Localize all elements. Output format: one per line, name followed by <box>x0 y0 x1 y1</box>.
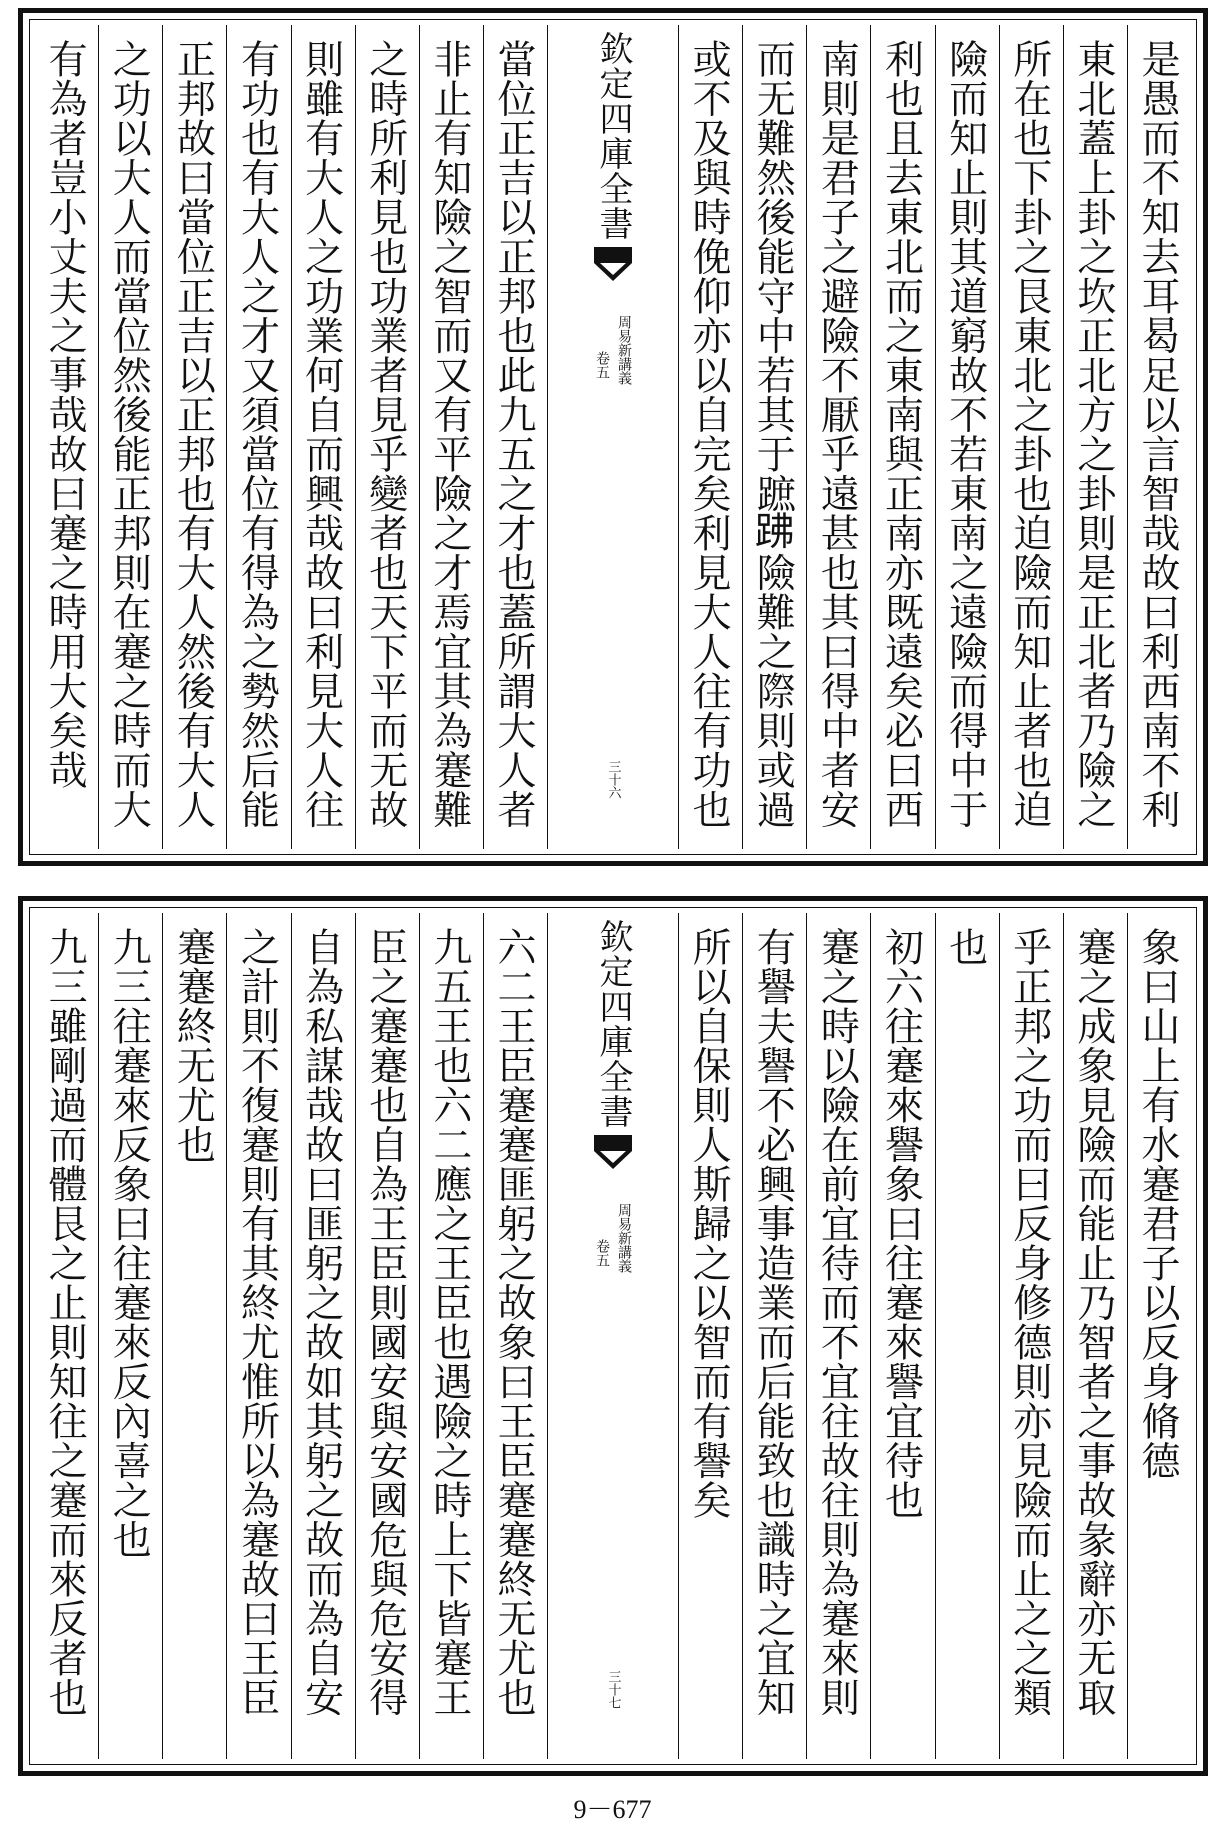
juan-number: 卷五 <box>594 1239 610 1267</box>
text-column: 九三雖剛過而體艮之止則知往之蹇而來反者也 <box>42 927 88 1717</box>
book-series-title: 欽定四庫全書 <box>593 31 633 241</box>
book-title-block <box>593 315 633 385</box>
text-column: 自為私謀哉故曰匪躬之故如其躬之故而為自安 <box>291 913 355 1759</box>
text-column: 象曰山上有水蹇君子以反身脩德 <box>1127 913 1191 1759</box>
text-column: 蹇之成象見險而能止乃智者之事故彖辭亦无取 <box>1063 913 1127 1759</box>
juan-number: 卷五 <box>594 351 610 379</box>
text-column: 非止有知險之智而又有平險之才焉宜其為蹇難 <box>419 25 483 849</box>
text-column: 九三往蹇來反象曰往蹇來反內喜之也 <box>98 913 162 1759</box>
book-title: 周易新講義 <box>616 315 632 385</box>
book-title: 周易新講義 <box>616 1203 632 1273</box>
center-margin <box>547 25 678 849</box>
text-column: 則雖有大人之功業何自而興哉故曰利見大人往 <box>291 25 355 849</box>
center-margin <box>547 913 678 1759</box>
folio-number: 三十六 <box>605 760 621 799</box>
text-column: 臣之蹇蹇也自為王臣則國安與安國危與危安得 <box>355 913 419 1759</box>
text-column: 九五王也六二應之王臣也遇險之時上下皆蹇王 <box>419 913 483 1759</box>
text-column: 之功以大人而當位然後能正邦則在蹇之時而大 <box>98 25 162 849</box>
text-column: 利也且去東北而之東南與正南亦既遠矣必曰西 <box>870 25 934 849</box>
text-column: 初六往蹇來譽象曰往蹇來譽宜待也 <box>870 913 934 1759</box>
text-column: 是愚而不知去耳曷足以言智哉故曰利西南不利 <box>1127 25 1191 849</box>
text-column: 所以自保則人斯歸之以智而有譽矣 <box>678 913 742 1759</box>
text-column: 有譽夫譽不必興事造業而后能致也識時之宜知 <box>742 913 806 1759</box>
text-column: 有為者豈小丈夫之事哉故曰蹇之時用大矣哉 <box>42 39 88 790</box>
text-column: 所在也下卦之艮東北之卦也迫險而知止者也迫 <box>999 25 1063 849</box>
text-column: 之計則不復蹇則有其終尤惟所以為蹇故曰王臣 <box>226 913 290 1759</box>
fishtail-mark-icon <box>594 247 632 281</box>
text-column: 東北蓋上卦之坎正北方之卦則是正北者乃險之 <box>1063 25 1127 849</box>
text-column: 或不及與時俛仰亦以自完矣利見大人往有功也 <box>678 25 742 849</box>
page-number: 9－677 <box>573 1795 652 1824</box>
text-column: 有功也有大人之才又須當位有得為之勢然后能 <box>226 25 290 849</box>
text-column: 之時所利見也功業者見乎變者也天下平而无故 <box>355 25 419 849</box>
top-page <box>18 8 1208 866</box>
text-column: 蹇蹇終无尤也 <box>162 913 226 1759</box>
text-column: 蹇之時以險在前宜待而不宜往故往則為蹇來則 <box>806 913 870 1759</box>
book-series-title: 欽定四庫全書 <box>593 919 633 1129</box>
bottom-page <box>18 896 1208 1776</box>
top-page-columns <box>35 25 1191 849</box>
fishtail-mark-icon <box>594 1135 632 1169</box>
text-column: 乎正邦之功而曰反身修德則亦見險而止之之類 <box>999 913 1063 1759</box>
book-title-block <box>593 1203 633 1273</box>
text-column: 當位正吉以正邦也此九五之才也蓋所謂大人者 <box>483 25 547 849</box>
text-column: 也 <box>935 913 999 1759</box>
bottom-page-columns <box>35 913 1191 1759</box>
text-column: 南則是君子之避險不厭乎遠甚也其曰得中者安 <box>806 25 870 849</box>
text-column: 六二王臣蹇蹇匪躬之故象曰王臣蹇蹇終无尤也 <box>483 913 547 1759</box>
text-column: 正邦故曰當位正吉以正邦也有大人然後有大人 <box>162 25 226 849</box>
folio-number: 三十七 <box>605 1670 621 1709</box>
text-column: 而无難然後能守中若其于蹠𧿳險難之際則或過 <box>742 25 806 849</box>
text-column: 險而知止則其道窮故不若東南之遠險而得中于 <box>935 25 999 849</box>
